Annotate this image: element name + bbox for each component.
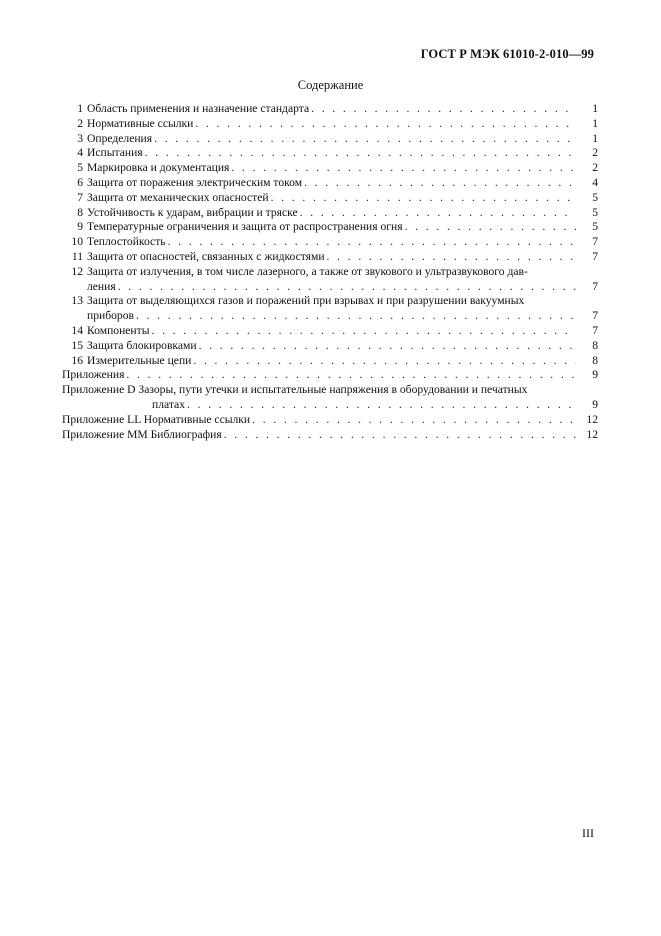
table-of-contents [62, 102, 598, 442]
toc-appendix-title: Приложение LL Нормативные ссылки [62, 412, 251, 426]
toc-appendix-title: Приложение ММ Библиография [62, 427, 222, 441]
toc-entry-page: 1 [592, 116, 598, 130]
toc-entry-title: Измерительные цепи [87, 353, 192, 367]
toc-entry-page: 7 [592, 309, 598, 323]
toc-entry-title: Защита от опасностей, связанных с жидкостями [87, 249, 325, 263]
dot-leader [151, 324, 576, 339]
toc-entry-11[interactable] [62, 250, 598, 265]
toc-appendix-page: 9 [592, 368, 598, 382]
toc-entry-number: 3 [77, 131, 83, 145]
toc-entry-number: 8 [77, 205, 83, 219]
toc-entry-title: Устойчивость к ударам, вибрации и тряске [87, 205, 298, 219]
toc-entry-page: 5 [592, 190, 598, 204]
toc-entry-page: 7 [592, 235, 598, 249]
toc-entry-title: Маркировка и документация [87, 161, 230, 175]
page-number: III [582, 826, 594, 840]
dot-leader [252, 413, 576, 428]
toc-entry-number: 2 [77, 116, 83, 130]
toc-entry-4[interactable] [62, 146, 598, 161]
dot-leader [405, 220, 576, 235]
toc-entry-page: 8 [592, 338, 598, 352]
dot-leader [193, 354, 576, 369]
toc-entry-number: 9 [77, 220, 83, 234]
dot-leader [154, 132, 576, 147]
toc-entry-16[interactable] [62, 354, 598, 369]
toc-entry-number: 12 [71, 264, 83, 278]
toc-entry-page: 7 [592, 279, 598, 293]
toc-entry-title: Нормативные ссылки [87, 116, 194, 130]
dot-leader [224, 428, 576, 443]
toc-entry-5[interactable] [62, 161, 598, 176]
toc-entry-number: 14 [71, 323, 83, 337]
toc-entry-title: Компоненты [87, 323, 150, 337]
dot-leader [304, 176, 576, 191]
toc-appendix-title-line2: платах [152, 397, 185, 411]
dot-leader [145, 146, 576, 161]
dot-leader [118, 280, 576, 295]
toc-entry-title-line2: ления [87, 279, 116, 293]
toc-appendix-page: 9 [592, 397, 598, 411]
toc-entry-15[interactable] [62, 339, 598, 354]
toc-entry-3[interactable] [62, 132, 598, 147]
toc-entry-number: 4 [77, 146, 83, 160]
dot-leader [231, 161, 576, 176]
dot-leader [271, 191, 576, 206]
toc-entry-title-line1: Защита от излучения, в том числе лазерного, а также от звукового и ультразвукового дав- [87, 264, 528, 278]
toc-appendix-page: 12 [586, 427, 598, 441]
toc-entry-7[interactable] [62, 191, 598, 206]
toc-appendix-title-line1: Приложение D Зазоры, пути утечки и испытательные напряжения в оборудовании и печатных [62, 383, 528, 397]
dot-leader [311, 102, 576, 117]
toc-entry-12[interactable] [62, 265, 598, 295]
toc-entry-number: 1 [77, 102, 83, 115]
toc-entry-title: Область применения и назначение стандарта [87, 102, 310, 115]
dot-leader [327, 250, 576, 265]
dot-leader [168, 235, 576, 250]
toc-entry-title-line1: Защита от выделяющихся газов и поражений при взрывах и при разрушении вакуумных [87, 294, 525, 308]
toc-entry-page: 8 [592, 353, 598, 367]
toc-entry-10[interactable] [62, 235, 598, 250]
toc-appendix-d[interactable] [62, 383, 598, 413]
dot-leader [195, 117, 576, 132]
toc-entry-page: 2 [592, 146, 598, 160]
toc-entry-page: 5 [592, 205, 598, 219]
toc-entry-number: 6 [77, 175, 83, 189]
toc-entry-number: 13 [71, 294, 83, 308]
toc-entry-number: 15 [71, 338, 83, 352]
dot-leader [300, 206, 576, 221]
toc-appendix-mm[interactable] [62, 428, 598, 443]
toc-entry-14[interactable] [62, 324, 598, 339]
toc-entry-number: 11 [71, 249, 83, 263]
toc-title: Содержание [297, 78, 364, 92]
toc-entry-page: 4 [592, 175, 598, 189]
toc-entry-8[interactable] [62, 206, 598, 221]
toc-entry-page: 5 [592, 220, 598, 234]
toc-entry-title: Испытания [87, 146, 143, 160]
toc-entry-number: 5 [77, 161, 83, 175]
document-code-header: ГОСТ Р МЭК 61010-2-010—99 [420, 47, 594, 61]
toc-entry-number: 10 [71, 235, 83, 249]
toc-entry-title: Защита от механических опасностей [87, 190, 269, 204]
toc-entry-page: 1 [592, 102, 598, 115]
toc-appendix-title: Приложения [62, 368, 125, 382]
toc-entry-title: Защита блокировками [87, 338, 197, 352]
toc-appendix-ll[interactable] [62, 413, 598, 428]
dot-leader [187, 398, 576, 413]
toc-entry-page: 7 [592, 249, 598, 263]
toc-entry-page: 1 [592, 131, 598, 145]
toc-entry-6[interactable] [62, 176, 598, 191]
dot-leader [136, 309, 576, 324]
toc-entry-title: Температурные ограничения и защита от распространения огня [87, 220, 403, 234]
toc-entry-title: Теплостойкость [87, 235, 166, 249]
dot-leader [199, 339, 576, 354]
toc-entry-1[interactable] [62, 102, 598, 117]
toc-appendices[interactable] [62, 368, 598, 383]
toc-entry-9[interactable] [62, 220, 598, 235]
toc-entry-title: Определения [87, 131, 153, 145]
toc-entry-page: 7 [592, 323, 598, 337]
toc-entry-number: 16 [71, 353, 83, 367]
toc-entry-number: 7 [77, 190, 83, 204]
toc-entry-title: Защита от поражения электрическим током [87, 175, 303, 189]
dot-leader [126, 368, 576, 383]
toc-entry-2[interactable] [62, 117, 598, 132]
toc-entry-13[interactable] [62, 294, 598, 324]
toc-appendix-page: 12 [586, 412, 598, 426]
toc-entry-page: 2 [592, 161, 598, 175]
toc-entry-title-line2: приборов [87, 309, 134, 323]
